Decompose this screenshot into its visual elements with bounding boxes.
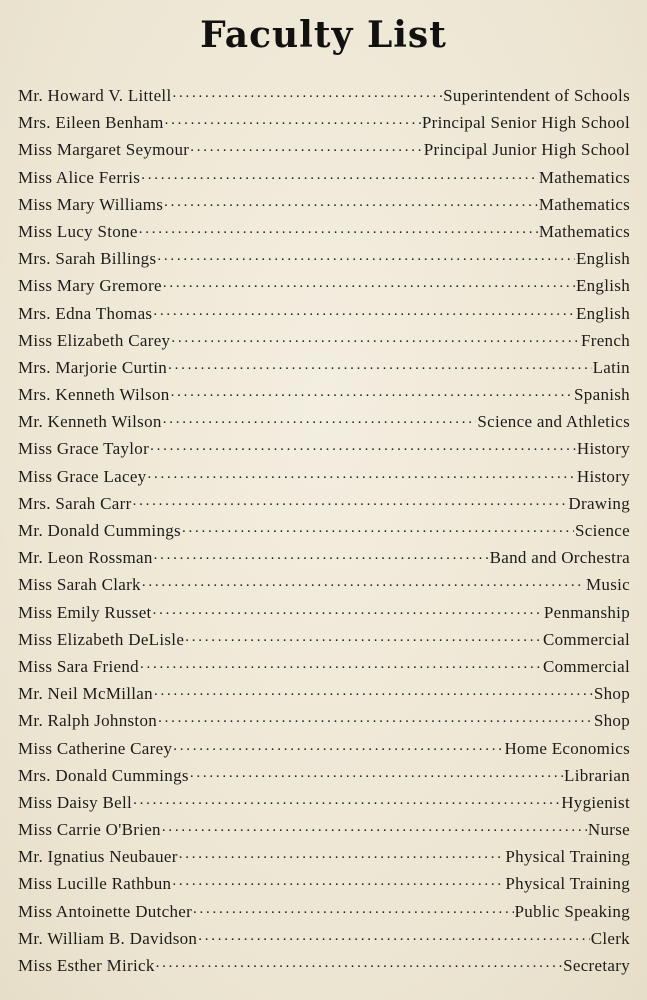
faculty-name: Miss Catherine Carey	[18, 738, 173, 758]
faculty-subject: Latin	[592, 357, 630, 377]
dot-leader	[157, 247, 575, 264]
faculty-subject: Shop	[593, 711, 630, 731]
dot-leader	[173, 737, 503, 754]
faculty-name: Miss Carrie O'Brien	[18, 820, 161, 840]
faculty-row	[18, 791, 630, 818]
faculty-row	[18, 764, 630, 791]
faculty-subject: History	[576, 439, 630, 459]
dot-leader	[198, 927, 590, 944]
dot-leader	[140, 655, 542, 672]
faculty-subject: Clerk	[590, 928, 630, 948]
dot-leader	[193, 900, 513, 917]
dot-leader	[190, 138, 423, 155]
faculty-name: Miss Grace Lacey	[18, 466, 147, 486]
faculty-row	[18, 247, 630, 274]
faculty-row	[18, 356, 630, 383]
faculty-name: Miss Mary Gremore	[18, 276, 162, 296]
faculty-subject: Home Economics	[504, 738, 630, 758]
faculty-subject: Music	[586, 575, 630, 595]
dot-leader	[172, 872, 504, 889]
faculty-row	[18, 519, 630, 546]
faculty-name: Miss Margaret Seymour	[18, 140, 190, 160]
faculty-row	[18, 111, 630, 138]
faculty-name: Mrs. Edna Thomas	[18, 303, 153, 323]
faculty-name: Mrs. Eileen Benham	[18, 113, 164, 133]
faculty-name: Miss Daisy Bell	[18, 792, 133, 812]
dot-leader	[150, 437, 576, 454]
dot-leader	[182, 519, 574, 536]
faculty-subject: English	[575, 249, 630, 269]
dot-leader	[185, 628, 542, 645]
faculty-row	[18, 166, 630, 193]
dot-leader	[156, 954, 562, 971]
faculty-row	[18, 302, 630, 329]
faculty-name: Miss Sara Friend	[18, 656, 139, 676]
faculty-row	[18, 845, 630, 872]
faculty-name: Mr. Leon Rossman	[18, 548, 153, 568]
faculty-name: Mr. Howard V. Littell	[18, 86, 172, 105]
dot-leader	[154, 682, 593, 699]
faculty-row	[18, 954, 630, 981]
faculty-row	[18, 138, 630, 165]
faculty-name: Miss Antoinette Dutcher	[18, 901, 193, 921]
faculty-name: Miss Lucille Rathbun	[18, 874, 172, 894]
dot-leader	[147, 465, 575, 482]
dot-leader	[153, 302, 575, 319]
faculty-row	[18, 818, 630, 845]
dot-leader	[165, 111, 421, 128]
dot-leader	[171, 329, 580, 346]
faculty-row	[18, 410, 630, 437]
faculty-name: Mr. Neil McMillan	[18, 684, 153, 704]
faculty-row	[18, 383, 630, 410]
faculty-row	[18, 546, 630, 573]
faculty-name: Mr. Ralph Johnston	[18, 711, 158, 731]
dot-leader	[141, 166, 538, 183]
dot-leader	[164, 193, 538, 210]
faculty-name: Miss Esther Mirick	[18, 956, 155, 975]
faculty-subject: Band and Orchestra	[489, 548, 630, 568]
faculty-subject: Mathematics	[538, 221, 630, 241]
faculty-row	[18, 84, 630, 111]
faculty-subject: Mathematics	[538, 167, 630, 187]
dot-leader	[163, 274, 575, 291]
faculty-name: Miss Alice Ferris	[18, 167, 141, 187]
dot-leader	[179, 845, 505, 862]
faculty-name: Mr. William B. Davidson	[18, 928, 198, 948]
faculty-row	[18, 737, 630, 764]
faculty-row	[18, 872, 630, 899]
faculty-subject: Drawing	[568, 493, 630, 513]
faculty-subject: Commercial	[542, 629, 630, 649]
faculty-subject: Hygienist	[561, 792, 630, 812]
faculty-subject: Librarian	[564, 765, 630, 785]
faculty-name: Mrs. Marjorie Curtin	[18, 357, 168, 377]
faculty-name: Miss Grace Taylor	[18, 439, 150, 459]
dot-leader	[168, 356, 592, 373]
faculty-subject: Principal Senior High School	[421, 113, 630, 133]
dot-leader	[153, 601, 543, 618]
faculty-subject: Superintendent of Schools	[443, 86, 630, 105]
faculty-subject: Science	[575, 521, 630, 540]
faculty-name: Miss Elizabeth DeLisle	[18, 629, 185, 649]
faculty-subject: Spanish	[574, 385, 630, 405]
dot-leader	[158, 709, 593, 726]
faculty-subject: Physical Training	[505, 874, 630, 894]
dot-leader	[133, 492, 568, 509]
faculty-subject: Shop	[593, 684, 630, 704]
faculty-name: Miss Lucy Stone	[18, 221, 138, 241]
faculty-row	[18, 465, 630, 492]
faculty-row	[18, 220, 630, 247]
dot-leader	[139, 220, 538, 237]
faculty-name: Mr. Donald Cummings	[18, 521, 181, 540]
faculty-row	[18, 682, 630, 709]
faculty-subject: Penmanship	[543, 602, 630, 622]
faculty-subject: English	[575, 276, 630, 296]
faculty-name: Mrs. Sarah Billings	[18, 249, 157, 269]
faculty-row	[18, 601, 630, 628]
faculty-name: Mrs. Donald Cummings	[18, 765, 189, 785]
dot-leader	[133, 791, 560, 808]
faculty-row	[18, 193, 630, 220]
faculty-row	[18, 709, 630, 736]
faculty-name: Mrs. Sarah Carr	[18, 493, 132, 513]
faculty-name: Miss Emily Russet	[18, 602, 152, 622]
dot-leader	[142, 573, 585, 590]
faculty-row	[18, 329, 630, 356]
faculty-subject: Principal Junior High School	[423, 140, 630, 160]
faculty-row	[18, 655, 630, 682]
faculty-subject: Nurse	[587, 820, 630, 840]
faculty-name: Mrs. Kenneth Wilson	[18, 385, 170, 405]
faculty-name: Miss Sarah Clark	[18, 575, 141, 595]
faculty-name: Miss Mary Williams	[18, 194, 164, 214]
faculty-name: Mr. Kenneth Wilson	[18, 412, 162, 432]
faculty-list	[18, 84, 630, 981]
faculty-subject: Mathematics	[538, 194, 630, 214]
faculty-subject: Commercial	[542, 656, 630, 676]
dot-leader	[190, 764, 563, 781]
faculty-name: Miss Elizabeth Carey	[18, 330, 171, 350]
faculty-subject: Secretary	[563, 956, 630, 975]
dot-leader	[163, 410, 477, 427]
faculty-subject: History	[576, 466, 630, 486]
dot-leader	[171, 383, 573, 400]
faculty-subject: French	[580, 330, 630, 350]
page-title: Faculty List	[200, 14, 447, 56]
faculty-subject: English	[575, 303, 630, 323]
dot-leader	[162, 818, 587, 835]
faculty-row	[18, 900, 630, 927]
faculty-row	[18, 492, 630, 519]
faculty-subject: Public Speaking	[514, 901, 630, 921]
faculty-name: Mr. Ignatius Neubauer	[18, 847, 178, 867]
faculty-subject: Science and Athletics	[477, 412, 630, 432]
faculty-row	[18, 437, 630, 464]
faculty-row	[18, 927, 630, 954]
faculty-subject: Physical Training	[505, 847, 630, 867]
faculty-row	[18, 573, 630, 600]
dot-leader	[172, 84, 442, 101]
dot-leader	[154, 546, 489, 563]
faculty-row	[18, 628, 630, 655]
faculty-row	[18, 274, 630, 301]
